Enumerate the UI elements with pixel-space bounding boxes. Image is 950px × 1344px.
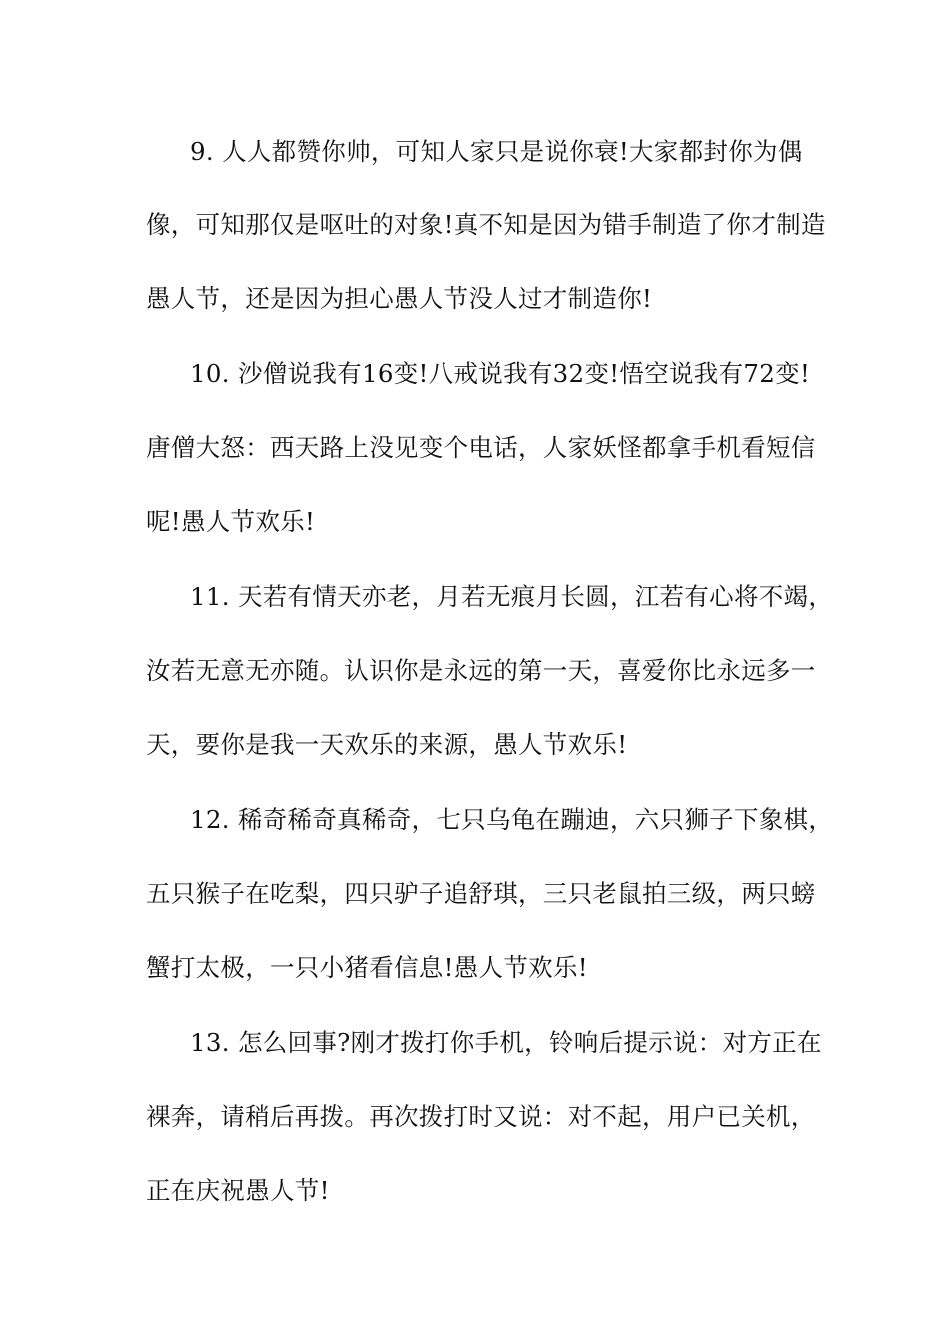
paragraph-13-line-1: 13. 怎么回事?刚才拨打你手机，铃响后提示说：对方正在 xyxy=(190,1028,822,1057)
paragraph-9-line-1: 9. 人人都赞你帅，可知人家只是说你衰!大家都封你为偶 xyxy=(190,137,803,166)
paragraph-9-line-2: 像，可知那仅是呕吐的对象!真不知是因为错手制造了你才制造 xyxy=(146,210,826,239)
paragraph-10-line-1: 10. 沙僧说我有16变!八戒说我有32变!悟空说我有72变! xyxy=(190,359,811,388)
paragraph-11-line-3: 天，要你是我一天欢乐的来源，愚人节欢乐! xyxy=(146,730,628,759)
paragraph-12-line-3: 蟹打太极，一只小猪看信息!愚人节欢乐! xyxy=(146,953,588,982)
paragraph-9-line-3: 愚人节，还是因为担心愚人节没人过才制造你! xyxy=(146,284,653,313)
paragraph-10-line-2: 唐僧大怒：西天路上没见变个电话，人家妖怪都拿手机看短信 xyxy=(146,433,816,462)
paragraph-12-line-1: 12. 稀奇稀奇真稀奇，七只乌龟在蹦迪，六只狮子下象棋， xyxy=(190,805,834,834)
paragraph-13-line-2: 裸奔，请稍后再拨。再次拨打时又说：对不起，用户已关机， xyxy=(146,1102,816,1131)
paragraph-13-line-3: 正在庆祝愚人节! xyxy=(146,1176,330,1205)
paragraph-11-line-2: 汝若无意无亦随。认识你是永远的第一天，喜爱你比永远多一 xyxy=(146,656,816,685)
paragraph-11-line-1: 11. 天若有情天亦老，月若无痕月长圆，江若有心将不竭， xyxy=(190,582,834,611)
paragraph-12-line-2: 五只猴子在吃梨，四只驴子追舒琪，三只老鼠拍三级，两只螃 xyxy=(146,879,816,908)
paragraph-10-line-3: 呢!愚人节欢乐! xyxy=(146,507,316,536)
